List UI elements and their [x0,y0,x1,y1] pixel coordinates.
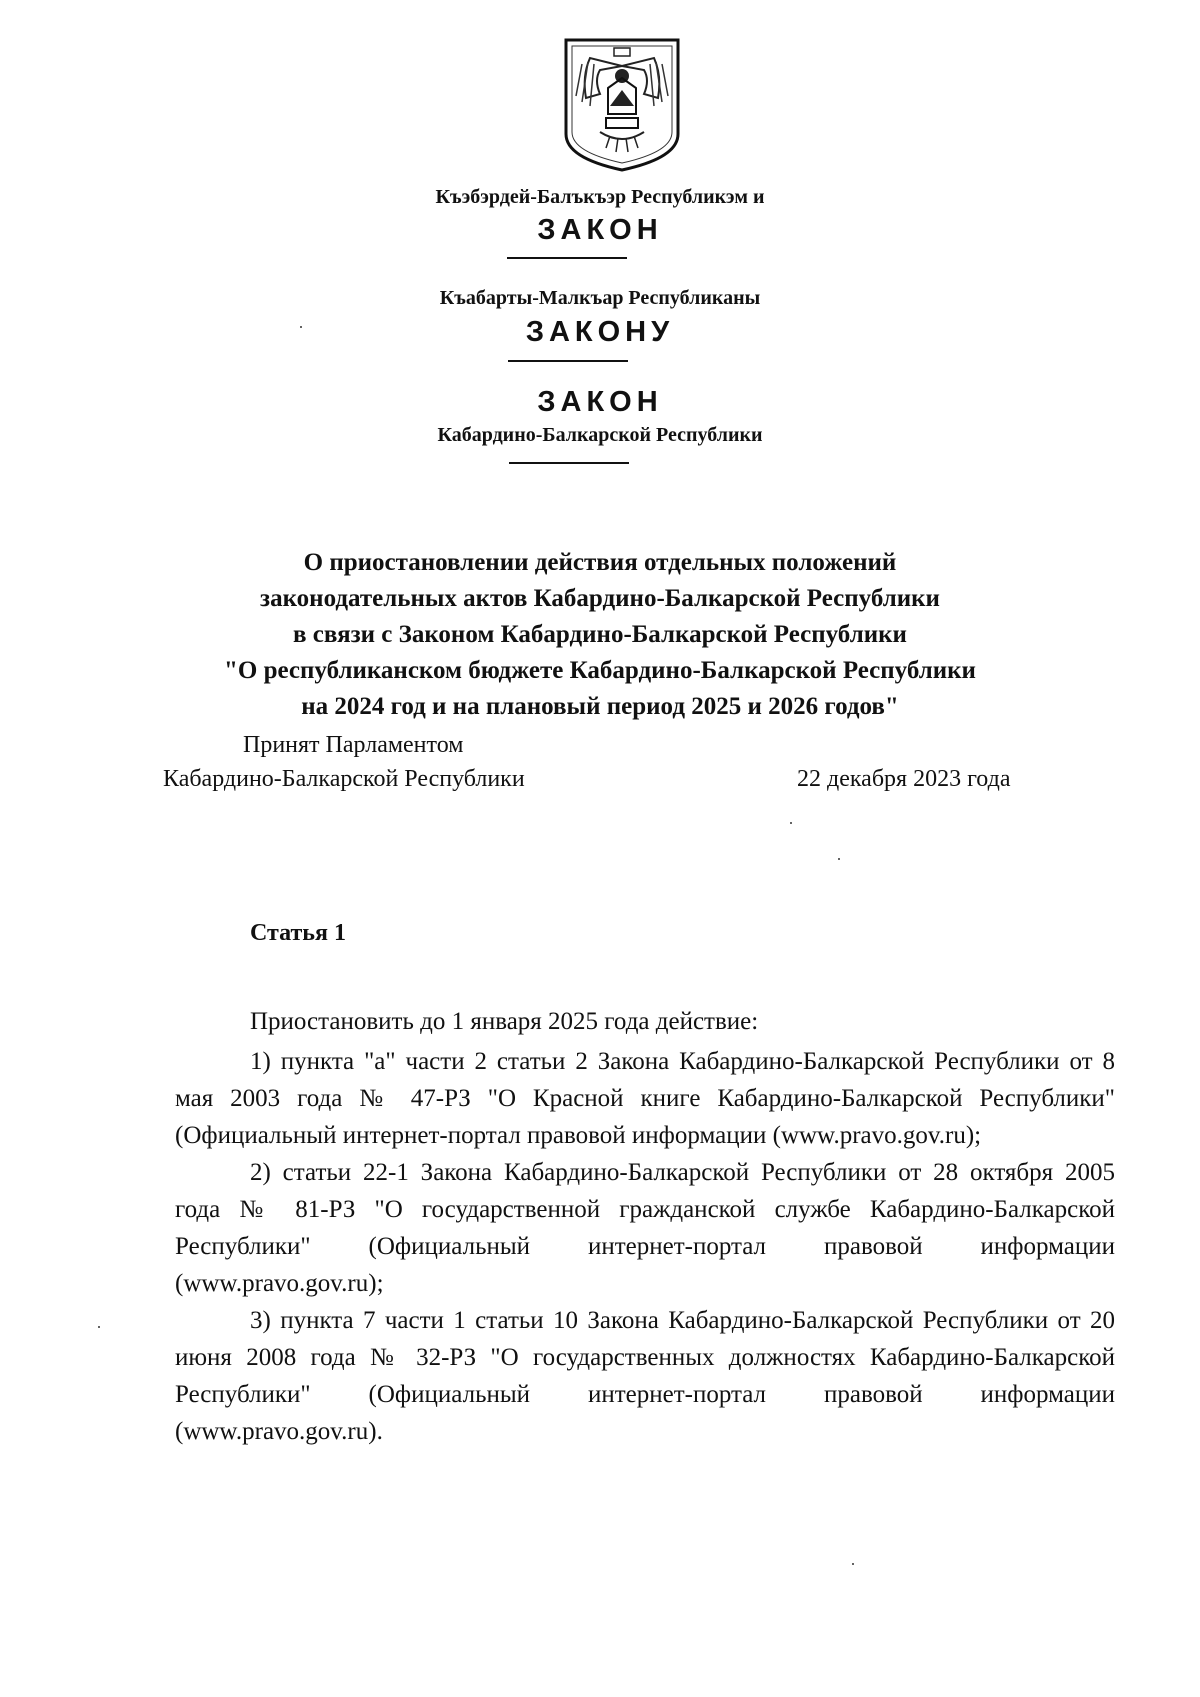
article-item: 3) пункта 7 части 1 статьи 10 Закона Кабардино-Балкарской Республики от 20 июня 2008 года № 32-РЗ "О государственных должностях Кабардино-Балкарской Республики" (Официальный интернет-портал правовой информации (www.pravo.gov.ru). [175,1307,1115,1445]
title-line: законодательных актов Кабардино-Балкарской Республики [260,585,940,612]
scan-speck [98,1326,100,1328]
article-heading: Статья 1 [250,920,346,946]
adoption-line-2: Кабардино-Балкарской Республики [163,766,525,792]
title-line: "О республиканском бюджете Кабардино-Балкарской Республики [224,657,976,684]
balkar-republic-label: Къабарты-Малкъар Республиканы [439,287,761,309]
adoption-line-1: Принят Парламентом [243,732,464,758]
kabardian-law-heading: ЗАКОН [537,214,663,246]
adoption-date: 22 декабря 2023 года [797,766,1011,792]
title-line: О приостановлении действия отдельных положений [303,549,897,576]
scan-speck [838,858,840,860]
balkar-law-heading: ЗАКОНУ [525,316,675,348]
article-lead: Приостановить до 1 января 2025 года действие: [250,1008,759,1035]
article-item: 1) пункта "а" части 2 статьи 2 Закона Кабардино-Балкарской Республики от 8 мая 2003 года № 47-РЗ "О Красной книге Кабардино-Балкарской Республики" (Официальный интернет-портал правовой информации (www.pravo.gov.ru); [175,1048,1115,1149]
law-title [150,545,1050,725]
scan-speck [300,326,302,328]
russian-law-heading: ЗАКОН [537,386,663,418]
title-line: в связи с Законом Кабардино-Балкарской Республики [293,621,907,648]
article-item: 2) статьи 22-1 Закона Кабардино-Балкарской Республики от 28 октября 2005 года № 81-РЗ "О государственной гражданской службе Кабардино-Балкарской Республики" (Официальный интернет-портал правовой информации (www.pravo.gov.ru); [175,1159,1115,1297]
russian-republic-label: Кабардино-Балкарской Республики [437,424,763,446]
divider-line [508,360,628,362]
coat-of-arms-icon [560,36,684,174]
scan-speck [852,1563,854,1565]
article-body [175,1003,1115,1450]
kabardian-republic-label: Къэбэрдей-Балъкъэр Республикэм и [435,186,765,208]
scan-speck [790,822,792,824]
divider-line [507,257,627,259]
divider-line [509,462,629,464]
title-line: на 2024 год и на плановый период 2025 и 2026 годов" [301,693,899,720]
